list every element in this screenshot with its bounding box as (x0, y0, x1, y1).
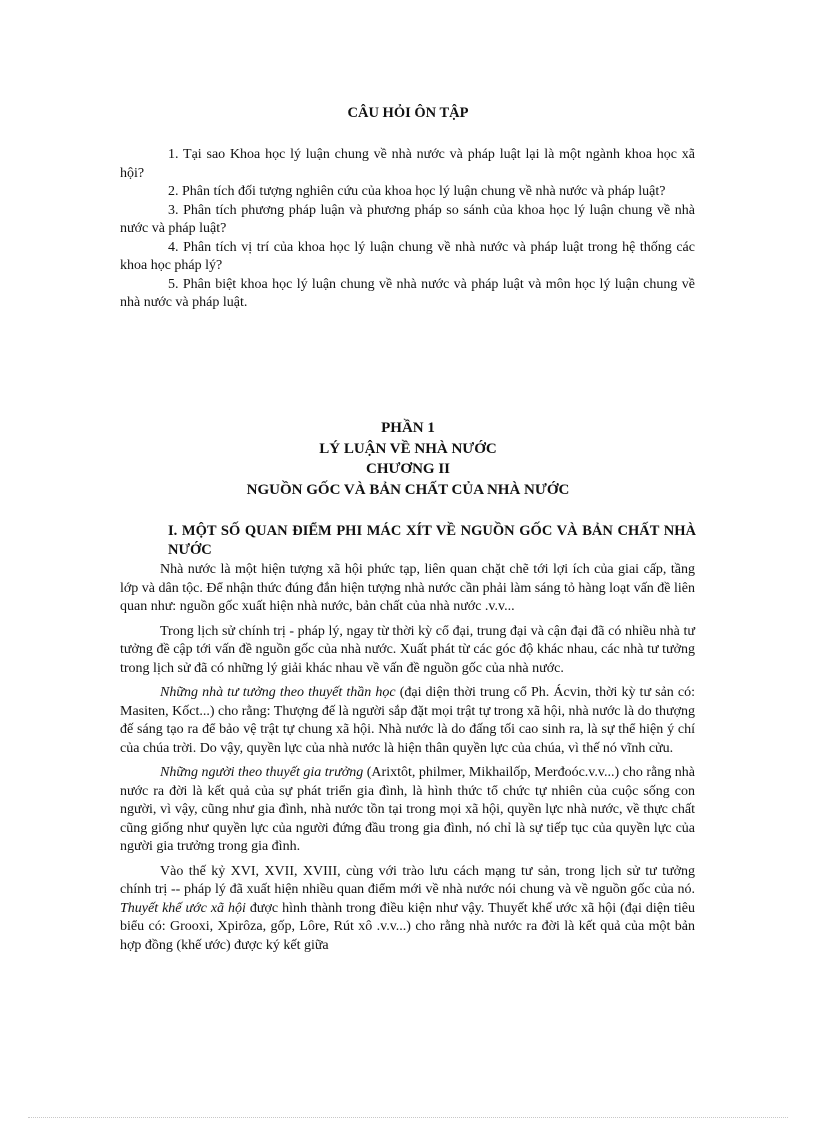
paragraph (120, 684, 695, 758)
part-title: LÝ LUẬN VỀ NHÀ NƯỚC (319, 440, 497, 457)
review-title: CÂU HỎI ÔN TẬP (347, 105, 469, 121)
page-divider (28, 1117, 788, 1118)
question-item: 2. Phân tích đối tượng nghiên cứu của khoa học lý luận chung về nhà nước và pháp luật? (168, 184, 666, 199)
chapter-label: CHƯƠNG II (365, 461, 451, 477)
part-label: PHẦN 1 (381, 420, 435, 436)
paragraph-text: (đại diện thời trung cổ Ph. Ácvin, thời kỳ tư sản có: Masiten, Kốct...) cho rằng: Thượng đế là người sắp đặt mọi trật tự trong xã hội, nhà nước là do thượng đế sáng tạo ra để bảo vệ trật tự chung xã hội. Nhà nước là do đấng tối cao sinh ra, là sự thể hiện ý chí của chúa trời. Do vậy, quyền lực của nhà nước là hiện thân quyền lực của chúa, vì thế nó vĩnh cửu. (120, 685, 695, 756)
question-item: 5. Phân biệt khoa học lý luận chung về nhà nước và pháp luật và môn học lý luận chung về nhà nước và pháp luật. (120, 276, 695, 310)
paragraph: Trong lịch sử chính trị - pháp lý, ngay từ thời kỳ cổ đại, trung đại và cận đại đã có nhiều nhà tư tưởng đề cập tới vấn đề nguồn gốc của nhà nước. Xuất phát từ các góc độ khác nhau, các nhà tư tưởng trong lịch sử đã có những lý giải khác nhau về vấn đề nguồn gốc của nhà nước. (120, 623, 695, 676)
italic-term: Thuyết khế ước xã hội (120, 900, 246, 916)
paragraph: Nhà nước là một hiện tượng xã hội phức tạp, liên quan chặt chẽ tới lợi ích của giai cấp, tầng lớp và dân tộc. Để nhận thức đúng đắn hiện tượng nhà nước cần phải làm sáng tỏ hàng loạt vấn đề liên quan như: nguồn gốc xuất hiện nhà nước, bản chất của nhà nước .v.v... (120, 562, 695, 614)
part-heading (0, 418, 816, 500)
paragraph-text: (Arixtôt, philmer, Mikhailốp, Merđoóc.v.v...) cho rằng nhà nước ra đời là kết quả của sự phát triển gia đình, là hình thức tổ chức tự nhiên của cuộc sống con người, vì vậy, cũng như gia đình, nhà nước tồn tại trong mọi xã hội, quyền lực nhà nước, về thực chất cũng giống như quyền lực của người đứng đầu trong gia đình, nó chỉ là sự tiếp tục của quyền lực của người gia trưởng trong gia đình. (120, 765, 695, 854)
italic-term: Những nhà tư tưởng theo thuyết thần học (160, 685, 396, 700)
paragraph (120, 764, 695, 857)
question-item: 4. Phân tích vị trí của khoa học lý luận chung về nhà nước và pháp luật trong hệ thống các khoa học pháp lý? (120, 239, 695, 273)
paragraph-text: Vào thế kỷ XVI, XVII, XVIII, cùng với trào lưu cách mạng tư sản, trong lịch sử tư tưởng chính trị -- pháp lý đã xuất hiện nhiều quan điểm mới về nhà nước nói chung và về nguồn gốc của nó. (120, 863, 695, 897)
section-heading: I. MỘT SỐ QUAN ĐIỂM PHI MÁC XÍT VỀ NGUỒN GỐC VÀ BẢN CHẤT NHÀ NƯỚC (168, 523, 696, 558)
question-item: 1. Tại sao Khoa học lý luận chung về nhà nước và pháp luật lại là một ngành khoa học xã hội? (120, 147, 695, 181)
body-text (120, 561, 695, 961)
review-questions (120, 146, 695, 313)
question-item: 3. Phân tích phương pháp luận và phương pháp so sánh của khoa học lý luận chung về nhà nước và pháp luật? (120, 202, 695, 236)
italic-term: Những người theo thuyết gia trưởng (160, 765, 364, 780)
paragraph-text: được hình thành trong điều kiện như vậy. Thuyết khế ước xã hội (đại diện tiêu biểu có: Grooxi, Xpirôza, gốp, Lôre, Rút xô .v.v...) cho rằng nhà nước ra đời là kết quả của một bản hợp đồng (khế ước) được ký kết giữa (120, 900, 695, 953)
chapter-title: NGUỒN GỐC VÀ BẢN CHẤT CỦA NHÀ NƯỚC (246, 481, 570, 498)
paragraph (120, 863, 695, 956)
